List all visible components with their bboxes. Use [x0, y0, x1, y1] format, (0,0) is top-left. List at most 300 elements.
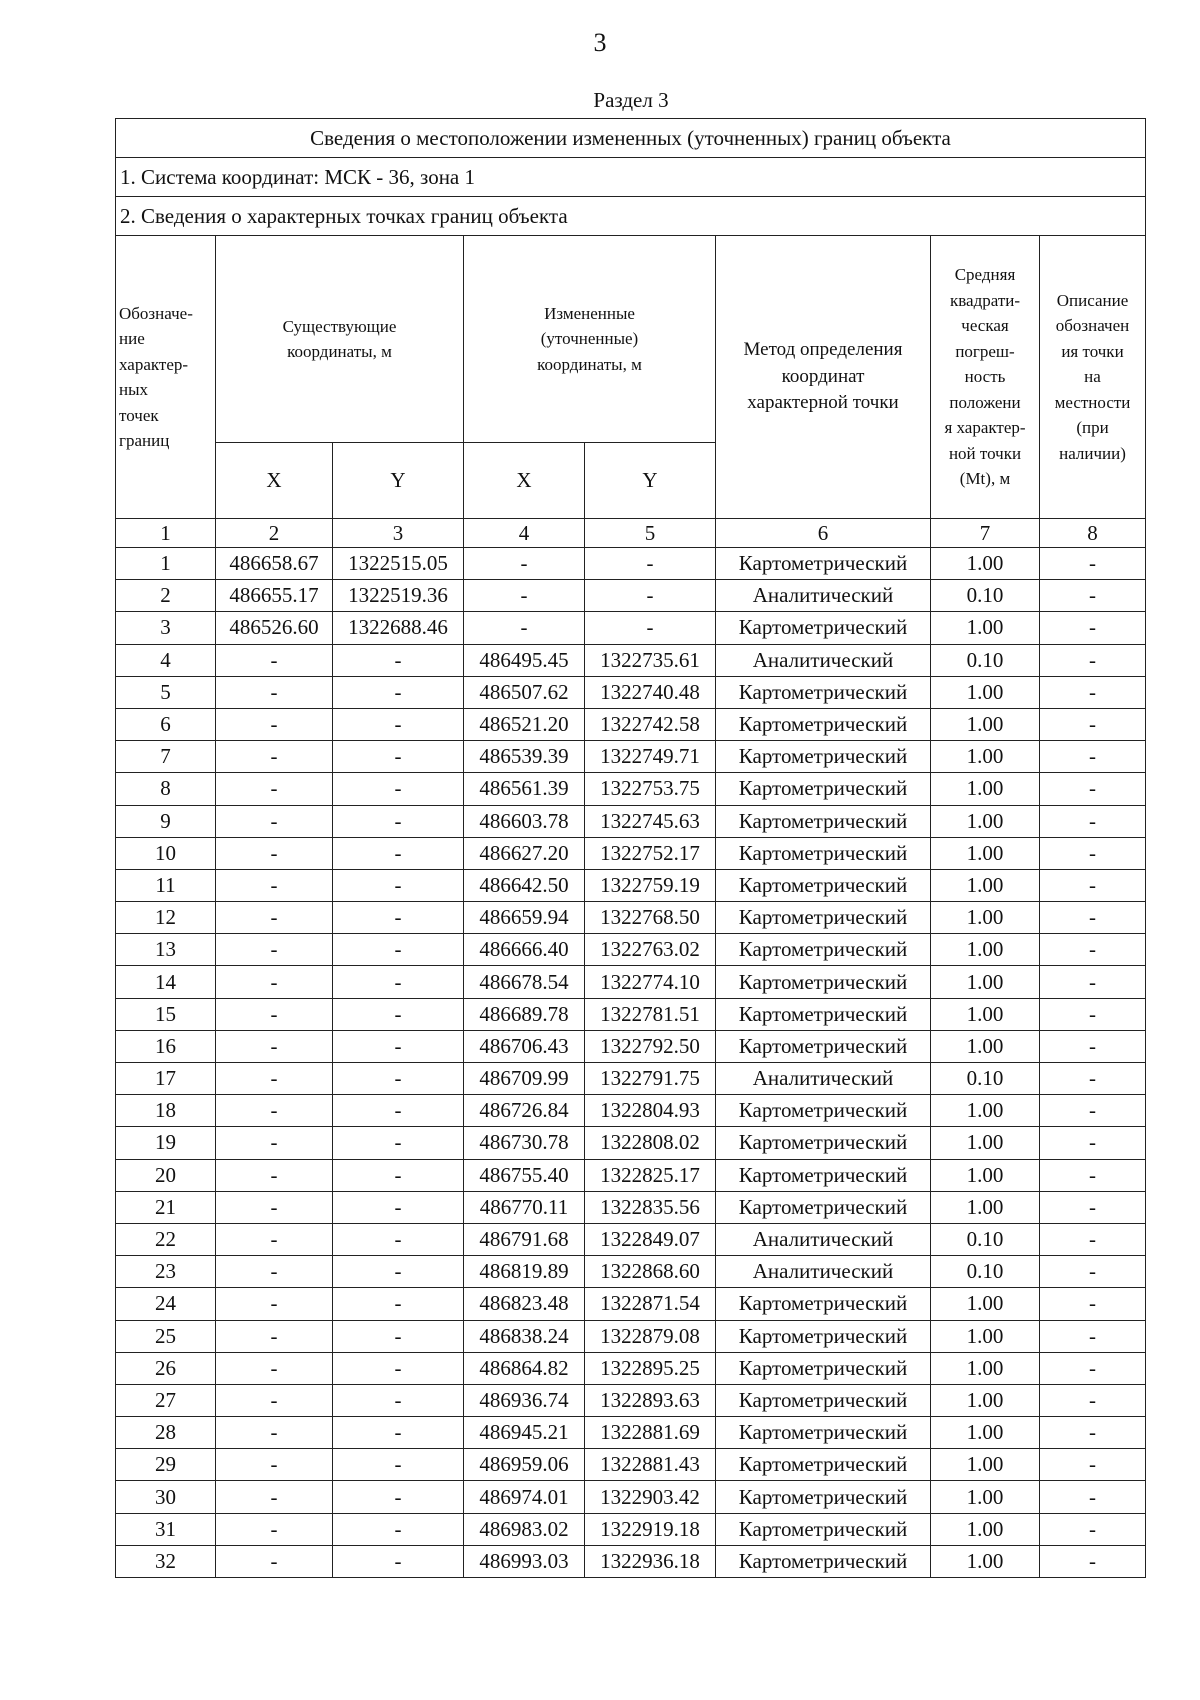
cell-description: -: [1040, 1063, 1146, 1095]
cell-changed-x: 486974.01: [464, 1481, 585, 1513]
table-row: [116, 548, 1146, 580]
cell-point-number: 4: [116, 644, 216, 676]
column-number: 7: [931, 519, 1040, 548]
cell-changed-x: 486706.43: [464, 1030, 585, 1062]
cell-changed-x: 486603.78: [464, 805, 585, 837]
cell-changed-y: 1322919.18: [585, 1513, 716, 1545]
header-description: Описание обозначен ия точки на местности (при наличии): [1040, 236, 1146, 519]
cell-existing-y: 1322519.36: [333, 580, 464, 612]
cell-changed-x: 486823.48: [464, 1288, 585, 1320]
cell-mean-error: 1.00: [931, 998, 1040, 1030]
cell-changed-y: 1322791.75: [585, 1063, 716, 1095]
cell-mean-error: 1.00: [931, 966, 1040, 998]
cell-point-number: 19: [116, 1127, 216, 1159]
cell-changed-y: 1322903.42: [585, 1481, 716, 1513]
cell-existing-x: -: [216, 773, 333, 805]
table-row: [116, 1545, 1146, 1577]
cell-changed-y: 1322763.02: [585, 934, 716, 966]
cell-changed-x: 486819.89: [464, 1256, 585, 1288]
cell-description: -: [1040, 1417, 1146, 1449]
cell-changed-y: 1322936.18: [585, 1545, 716, 1577]
cell-changed-y: 1322768.50: [585, 902, 716, 934]
cell-changed-x: 486495.45: [464, 644, 585, 676]
table-row: [116, 1095, 1146, 1127]
cell-changed-y: -: [585, 612, 716, 644]
cell-method: Аналитический: [716, 580, 931, 612]
cell-mean-error: 1.00: [931, 934, 1040, 966]
cell-method: Картометрический: [716, 1481, 931, 1513]
cell-mean-error: 0.10: [931, 1063, 1040, 1095]
cell-existing-y: -: [333, 1256, 464, 1288]
column-number: 2: [216, 519, 333, 548]
cell-changed-x: 486730.78: [464, 1127, 585, 1159]
cell-existing-y: -: [333, 966, 464, 998]
cell-mean-error: 1.00: [931, 1513, 1040, 1545]
column-numbers-row: [116, 519, 1146, 548]
cell-method: Картометрический: [716, 1449, 931, 1481]
cell-mean-error: 1.00: [931, 1030, 1040, 1062]
cell-existing-y: -: [333, 1191, 464, 1223]
cell-point-number: 8: [116, 773, 216, 805]
cell-method: Картометрический: [716, 1417, 931, 1449]
cell-mean-error: 1.00: [931, 902, 1040, 934]
cell-changed-x: 486539.39: [464, 741, 585, 773]
cell-point-number: 11: [116, 869, 216, 901]
cell-point-number: 29: [116, 1449, 216, 1481]
cell-changed-x: -: [464, 548, 585, 580]
cell-changed-y: 1322774.10: [585, 966, 716, 998]
cell-existing-y: -: [333, 1384, 464, 1416]
cell-changed-x: 486864.82: [464, 1352, 585, 1384]
cell-description: -: [1040, 869, 1146, 901]
cell-changed-x: -: [464, 612, 585, 644]
cell-mean-error: 0.10: [931, 1223, 1040, 1255]
cell-changed-y: 1322879.08: [585, 1320, 716, 1352]
cell-point-number: 2: [116, 580, 216, 612]
cell-method: Картометрический: [716, 934, 931, 966]
cell-changed-x: 486709.99: [464, 1063, 585, 1095]
table-row: [116, 1127, 1146, 1159]
cell-mean-error: 1.00: [931, 1095, 1040, 1127]
cell-method: Картометрический: [716, 1191, 931, 1223]
cell-changed-x: 486627.20: [464, 837, 585, 869]
cell-changed-x: 486755.40: [464, 1159, 585, 1191]
cell-mean-error: 0.10: [931, 1256, 1040, 1288]
cell-existing-x: -: [216, 1127, 333, 1159]
cell-mean-error: 0.10: [931, 580, 1040, 612]
cell-method: Картометрический: [716, 773, 931, 805]
cell-method: Картометрический: [716, 1384, 931, 1416]
cell-point-number: 17: [116, 1063, 216, 1095]
cell-description: -: [1040, 773, 1146, 805]
cell-changed-y: -: [585, 580, 716, 612]
cell-existing-y: -: [333, 676, 464, 708]
cell-existing-x: -: [216, 1063, 333, 1095]
cell-existing-x: -: [216, 934, 333, 966]
cell-existing-x: -: [216, 644, 333, 676]
cell-point-number: 25: [116, 1320, 216, 1352]
cell-existing-x: -: [216, 1513, 333, 1545]
cell-changed-x: 486561.39: [464, 773, 585, 805]
cell-existing-y: 1322688.46: [333, 612, 464, 644]
cell-description: -: [1040, 934, 1146, 966]
cell-description: -: [1040, 708, 1146, 740]
cell-method: Картометрический: [716, 676, 931, 708]
cell-mean-error: 1.00: [931, 1481, 1040, 1513]
cell-existing-y: -: [333, 1095, 464, 1127]
cell-existing-x: -: [216, 1449, 333, 1481]
cell-changed-x: 486666.40: [464, 934, 585, 966]
boundary-points-table: [115, 118, 1146, 1578]
table-row: [116, 1288, 1146, 1320]
cell-changed-y: 1322749.71: [585, 741, 716, 773]
table-row: [116, 934, 1146, 966]
cell-changed-x: 486993.03: [464, 1545, 585, 1577]
cell-existing-x: 486526.60: [216, 612, 333, 644]
table-row: [116, 1417, 1146, 1449]
table-row: [116, 612, 1146, 644]
cell-existing-x: -: [216, 1256, 333, 1288]
cell-existing-x: -: [216, 1223, 333, 1255]
cell-mean-error: 1.00: [931, 1191, 1040, 1223]
cell-changed-y: 1322881.43: [585, 1449, 716, 1481]
cell-changed-y: 1322740.48: [585, 676, 716, 708]
cell-method: Картометрический: [716, 1095, 931, 1127]
cell-point-number: 18: [116, 1095, 216, 1127]
cell-description: -: [1040, 1030, 1146, 1062]
cell-point-number: 22: [116, 1223, 216, 1255]
table-row: [116, 1159, 1146, 1191]
cell-existing-x: -: [216, 1191, 333, 1223]
cell-existing-y: -: [333, 869, 464, 901]
cell-changed-x: 486770.11: [464, 1191, 585, 1223]
cell-mean-error: 1.00: [931, 1449, 1040, 1481]
cell-changed-x: -: [464, 580, 585, 612]
table-row: [116, 1256, 1146, 1288]
cell-existing-y: -: [333, 1545, 464, 1577]
cell-point-number: 13: [116, 934, 216, 966]
cell-existing-x: -: [216, 998, 333, 1030]
table-row: [116, 1384, 1146, 1416]
header-method: Метод определения координат характерной точки: [716, 236, 931, 519]
cell-method: Картометрический: [716, 966, 931, 998]
header-changed-coords: Измененные (уточненные) координаты, м: [464, 236, 716, 443]
table-row: [116, 1030, 1146, 1062]
cell-point-number: 30: [116, 1481, 216, 1513]
cell-existing-x: -: [216, 1481, 333, 1513]
cell-point-number: 5: [116, 676, 216, 708]
column-number: 4: [464, 519, 585, 548]
cell-point-number: 15: [116, 998, 216, 1030]
cell-existing-x: -: [216, 1320, 333, 1352]
table-row: [116, 1063, 1146, 1095]
cell-description: -: [1040, 676, 1146, 708]
section-title: Раздел 3: [593, 88, 669, 112]
cell-existing-y: -: [333, 998, 464, 1030]
table-row: [116, 966, 1146, 998]
cell-method: Картометрический: [716, 612, 931, 644]
cell-description: -: [1040, 1545, 1146, 1577]
cell-existing-y: -: [333, 773, 464, 805]
table-row: [116, 837, 1146, 869]
cell-point-number: 10: [116, 837, 216, 869]
cell-mean-error: 1.00: [931, 741, 1040, 773]
cell-method: Картометрический: [716, 998, 931, 1030]
cell-changed-y: 1322835.56: [585, 1191, 716, 1223]
cell-changed-x: 486838.24: [464, 1320, 585, 1352]
cell-method: Картометрический: [716, 1288, 931, 1320]
cell-mean-error: 1.00: [931, 676, 1040, 708]
table-row: [116, 644, 1146, 676]
table-row: [116, 805, 1146, 837]
cell-mean-error: 1.00: [931, 708, 1040, 740]
cell-description: -: [1040, 805, 1146, 837]
cell-method: Картометрический: [716, 837, 931, 869]
cell-existing-x: -: [216, 966, 333, 998]
cell-changed-y: 1322893.63: [585, 1384, 716, 1416]
cell-existing-x: -: [216, 741, 333, 773]
cell-changed-y: 1322759.19: [585, 869, 716, 901]
cell-method: Аналитический: [716, 644, 931, 676]
cell-mean-error: 1.00: [931, 805, 1040, 837]
cell-method: Картометрический: [716, 902, 931, 934]
cell-description: -: [1040, 1352, 1146, 1384]
cell-changed-y: 1322849.07: [585, 1223, 716, 1255]
cell-method: Картометрический: [716, 805, 931, 837]
cell-changed-y: 1322881.69: [585, 1417, 716, 1449]
points-section-title: 2. Сведения о характерных точках границ объекта: [116, 197, 1146, 236]
page-number: 3: [593, 28, 607, 57]
cell-point-number: 14: [116, 966, 216, 998]
cell-description: -: [1040, 741, 1146, 773]
cell-method: Картометрический: [716, 1513, 931, 1545]
cell-mean-error: 1.00: [931, 869, 1040, 901]
cell-description: -: [1040, 966, 1146, 998]
cell-changed-x: 486659.94: [464, 902, 585, 934]
cell-point-number: 16: [116, 1030, 216, 1062]
cell-existing-y: -: [333, 644, 464, 676]
cell-existing-y: -: [333, 708, 464, 740]
cell-changed-x: 486983.02: [464, 1513, 585, 1545]
cell-description: -: [1040, 1223, 1146, 1255]
cell-mean-error: 1.00: [931, 837, 1040, 869]
cell-existing-y: 1322515.05: [333, 548, 464, 580]
coordinate-system: 1. Система координат: МСК - 36, зона 1: [116, 158, 1146, 197]
cell-changed-y: 1322745.63: [585, 805, 716, 837]
cell-point-number: 1: [116, 548, 216, 580]
table-row: [116, 1352, 1146, 1384]
cell-existing-y: -: [333, 1513, 464, 1545]
cell-description: -: [1040, 1513, 1146, 1545]
header-changed-y: Y: [585, 443, 716, 519]
table-row: [116, 580, 1146, 612]
cell-existing-y: -: [333, 1223, 464, 1255]
table-row: [116, 1223, 1146, 1255]
cell-changed-y: 1322808.02: [585, 1127, 716, 1159]
table-row: [116, 869, 1146, 901]
column-number: 6: [716, 519, 931, 548]
cell-changed-x: 486936.74: [464, 1384, 585, 1416]
cell-existing-y: -: [333, 1417, 464, 1449]
cell-changed-y: 1322895.25: [585, 1352, 716, 1384]
cell-mean-error: 1.00: [931, 1159, 1040, 1191]
cell-description: -: [1040, 580, 1146, 612]
cell-description: -: [1040, 612, 1146, 644]
cell-point-number: 9: [116, 805, 216, 837]
cell-changed-x: 486959.06: [464, 1449, 585, 1481]
cell-point-number: 26: [116, 1352, 216, 1384]
column-number: 8: [1040, 519, 1146, 548]
cell-point-number: 31: [116, 1513, 216, 1545]
cell-point-number: 6: [116, 708, 216, 740]
cell-method: Аналитический: [716, 1256, 931, 1288]
cell-existing-y: -: [333, 1063, 464, 1095]
cell-existing-x: -: [216, 1384, 333, 1416]
cell-point-number: 27: [116, 1384, 216, 1416]
cell-mean-error: 1.00: [931, 1127, 1040, 1159]
cell-method: Картометрический: [716, 1159, 931, 1191]
cell-description: -: [1040, 1191, 1146, 1223]
cell-mean-error: 1.00: [931, 1288, 1040, 1320]
cell-existing-y: -: [333, 1127, 464, 1159]
cell-existing-x: -: [216, 1545, 333, 1577]
cell-changed-y: 1322752.17: [585, 837, 716, 869]
cell-description: -: [1040, 1320, 1146, 1352]
cell-mean-error: 1.00: [931, 1384, 1040, 1416]
cell-changed-x: 486791.68: [464, 1223, 585, 1255]
cell-changed-x: 486507.62: [464, 676, 585, 708]
table-row: [116, 773, 1146, 805]
cell-existing-y: -: [333, 837, 464, 869]
cell-existing-x: -: [216, 1417, 333, 1449]
cell-method: Картометрический: [716, 869, 931, 901]
cell-mean-error: 1.00: [931, 1320, 1040, 1352]
cell-method: Аналитический: [716, 1223, 931, 1255]
cell-existing-y: -: [333, 1288, 464, 1320]
cell-existing-x: -: [216, 676, 333, 708]
cell-changed-y: 1322781.51: [585, 998, 716, 1030]
cell-method: Картометрический: [716, 1545, 931, 1577]
cell-existing-x: -: [216, 1288, 333, 1320]
cell-method: Картометрический: [716, 1030, 931, 1062]
cell-method: Картометрический: [716, 1320, 931, 1352]
cell-existing-x: 486655.17: [216, 580, 333, 612]
cell-description: -: [1040, 1384, 1146, 1416]
table-row: [116, 1481, 1146, 1513]
cell-description: -: [1040, 998, 1146, 1030]
cell-existing-y: -: [333, 1352, 464, 1384]
cell-description: -: [1040, 1127, 1146, 1159]
cell-existing-x: -: [216, 1159, 333, 1191]
cell-existing-x: -: [216, 805, 333, 837]
table-row: [116, 1449, 1146, 1481]
cell-mean-error: 1.00: [931, 1352, 1040, 1384]
cell-existing-x: -: [216, 708, 333, 740]
cell-mean-error: 0.10: [931, 644, 1040, 676]
header-existing-y: Y: [333, 443, 464, 519]
cell-description: -: [1040, 902, 1146, 934]
cell-point-number: 24: [116, 1288, 216, 1320]
column-number: 3: [333, 519, 464, 548]
header-point-designation: Обозначе- ние характер- ных точек границ: [116, 236, 216, 519]
cell-changed-x: 486689.78: [464, 998, 585, 1030]
cell-point-number: 23: [116, 1256, 216, 1288]
cell-changed-y: 1322804.93: [585, 1095, 716, 1127]
cell-changed-y: 1322742.58: [585, 708, 716, 740]
header-changed-x: X: [464, 443, 585, 519]
cell-point-number: 21: [116, 1191, 216, 1223]
cell-method: Картометрический: [716, 1127, 931, 1159]
cell-point-number: 20: [116, 1159, 216, 1191]
cell-existing-y: -: [333, 1030, 464, 1062]
cell-existing-y: -: [333, 1481, 464, 1513]
cell-method: Картометрический: [716, 1352, 931, 1384]
cell-changed-x: 486678.54: [464, 966, 585, 998]
cell-changed-y: 1322753.75: [585, 773, 716, 805]
cell-changed-x: 486642.50: [464, 869, 585, 901]
cell-existing-x: -: [216, 902, 333, 934]
cell-method: Аналитический: [716, 1063, 931, 1095]
cell-description: -: [1040, 1256, 1146, 1288]
cell-changed-y: 1322825.17: [585, 1159, 716, 1191]
cell-existing-y: -: [333, 934, 464, 966]
cell-changed-x: 486945.21: [464, 1417, 585, 1449]
cell-existing-x: -: [216, 1030, 333, 1062]
cell-method: Картометрический: [716, 548, 931, 580]
cell-mean-error: 1.00: [931, 548, 1040, 580]
cell-existing-y: -: [333, 1449, 464, 1481]
cell-description: -: [1040, 837, 1146, 869]
cell-point-number: 3: [116, 612, 216, 644]
cell-existing-y: -: [333, 1159, 464, 1191]
table-row: [116, 902, 1146, 934]
cell-description: -: [1040, 1449, 1146, 1481]
table-body: [116, 548, 1146, 1578]
cell-existing-x: -: [216, 869, 333, 901]
cell-changed-x: 486726.84: [464, 1095, 585, 1127]
cell-mean-error: 1.00: [931, 612, 1040, 644]
cell-existing-x: -: [216, 837, 333, 869]
cell-existing-x: -: [216, 1352, 333, 1384]
cell-point-number: 32: [116, 1545, 216, 1577]
cell-existing-x: -: [216, 1095, 333, 1127]
table-row: [116, 1191, 1146, 1223]
table-row: [116, 676, 1146, 708]
header-existing-x: X: [216, 443, 333, 519]
header-error: Средняя квадрати- ческая погреш- ность положени я характер- ной точки (Mt), м: [931, 236, 1040, 519]
cell-method: Картометрический: [716, 708, 931, 740]
cell-description: -: [1040, 548, 1146, 580]
cell-existing-y: -: [333, 1320, 464, 1352]
cell-changed-y: 1322871.54: [585, 1288, 716, 1320]
header-existing-coords: Существующие координаты, м: [216, 236, 464, 443]
cell-changed-y: 1322792.50: [585, 1030, 716, 1062]
cell-mean-error: 1.00: [931, 1545, 1040, 1577]
cell-changed-y: 1322868.60: [585, 1256, 716, 1288]
cell-description: -: [1040, 1288, 1146, 1320]
cell-mean-error: 1.00: [931, 773, 1040, 805]
table-row: [116, 998, 1146, 1030]
cell-changed-y: 1322735.61: [585, 644, 716, 676]
column-number: 1: [116, 519, 216, 548]
cell-mean-error: 1.00: [931, 1417, 1040, 1449]
table-row: [116, 1513, 1146, 1545]
cell-existing-y: -: [333, 902, 464, 934]
cell-point-number: 12: [116, 902, 216, 934]
cell-existing-y: -: [333, 741, 464, 773]
cell-description: -: [1040, 644, 1146, 676]
column-number: 5: [585, 519, 716, 548]
